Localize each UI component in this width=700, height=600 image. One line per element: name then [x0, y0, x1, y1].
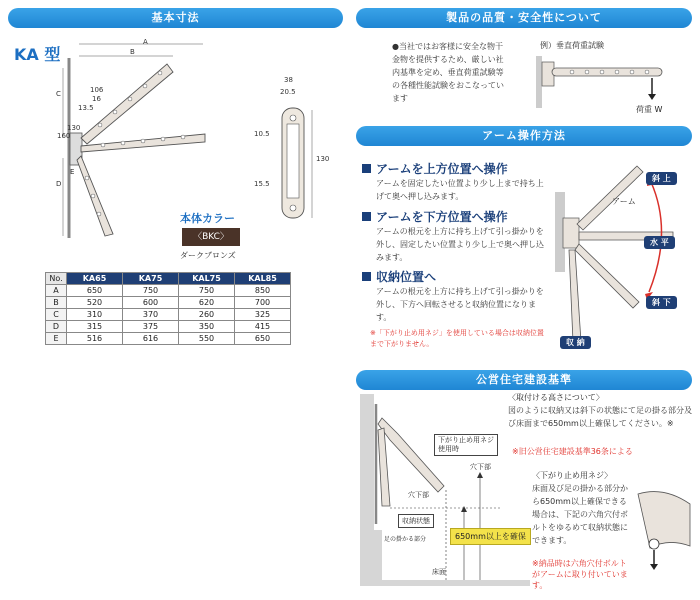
table-header: KAL75 — [179, 273, 235, 285]
public-header: 公営住宅建設基準 — [356, 370, 692, 390]
dim-c: C — [56, 90, 61, 98]
ka-bracket-diagram — [55, 38, 215, 238]
dim-15-5: 15.5 — [254, 180, 270, 188]
table-cell: A — [46, 285, 67, 297]
table-cell: 325 — [235, 309, 291, 321]
table-cell: 700 — [235, 297, 291, 309]
dim-b: B — [130, 48, 135, 56]
arm-item-2-label: アームを下方位置へ操作 — [376, 210, 508, 224]
table-row — [46, 333, 291, 345]
table-header: KAL85 — [235, 273, 291, 285]
arm-item-1-title — [362, 160, 508, 177]
floor-label: 床面 — [432, 568, 446, 576]
arm-header: アーム操作方法 — [356, 126, 692, 146]
table-cell: 616 — [123, 333, 179, 345]
table-cell: B — [46, 297, 67, 309]
stop-text: 床面及び足の掛かる部分から650mm以上確保できる場合は、下記の六角穴付ボルトをゆるめて収納状態にできます。 — [532, 484, 628, 545]
height-diagram — [360, 394, 530, 594]
dim-13-5: 13.5 — [78, 104, 94, 112]
secure-label: 650mm以上を確保 — [450, 528, 531, 545]
load-test-diagram — [532, 52, 672, 112]
store-label: 収納状態 — [398, 514, 434, 528]
square-bullet-icon — [362, 164, 371, 173]
table-cell: 650 — [235, 333, 291, 345]
table-header-row — [46, 273, 291, 285]
load-label: 荷重 W — [636, 105, 663, 114]
dimension-table — [45, 272, 291, 345]
foot-label: 足の掛かる部分 — [384, 536, 427, 543]
dim-d: D — [56, 180, 62, 188]
quality-text: ●当社ではお客様に安全な物干金物を提供するため、厳しい社内基準を定め、垂直荷重試験等の各種性能試験をおこなっています — [392, 42, 504, 103]
table-cell: 600 — [123, 297, 179, 309]
arm-item-2-title — [362, 208, 508, 225]
tag-up: 斜 上 — [646, 172, 677, 185]
table-cell: 520 — [67, 297, 123, 309]
table-row — [46, 285, 291, 297]
hex-bolt-diagram — [628, 486, 694, 578]
table-cell: 350 — [179, 321, 235, 333]
table-row — [46, 297, 291, 309]
dim-38: 38 — [284, 76, 293, 84]
table-row — [46, 309, 291, 321]
arm-item-1-label: アームを上方位置へ操作 — [376, 162, 508, 176]
label-arm: アーム — [612, 197, 636, 206]
dim-160: 160 — [57, 132, 71, 140]
color-swatch — [182, 228, 240, 246]
dim-e: E — [70, 168, 75, 176]
ka-side-view — [272, 80, 322, 230]
color-code: 〈BKC〉 — [193, 232, 229, 242]
tag-store: 収 納 — [560, 336, 591, 349]
table-cell: 260 — [179, 309, 235, 321]
tag-horizontal: 水 平 — [644, 236, 675, 249]
model-title: KA 型 — [14, 45, 61, 64]
screw-label: 下がり止め用ネジ使用時 — [434, 434, 498, 456]
stop-note: ※納品時は六角穴付ボルトがアームに取り付いています。 — [532, 559, 628, 590]
arm-note: ※「下がり止め用ネジ」を使用している場合は収納位置まで下がりません。 — [370, 329, 544, 348]
table-cell: 650 — [67, 285, 123, 297]
square-bullet-icon — [362, 272, 371, 281]
table-cell: 550 — [179, 333, 235, 345]
table-cell: 850 — [235, 285, 291, 297]
table-cell: 310 — [67, 309, 123, 321]
table-cell: 375 — [123, 321, 179, 333]
table-cell: D — [46, 321, 67, 333]
hole-label-2: 穴下部 — [408, 491, 429, 499]
dim-16: 16 — [92, 95, 101, 103]
arm-item-3-label: 収納位置へ — [376, 270, 437, 284]
table-cell: 750 — [179, 285, 235, 297]
arm-item-3-body: アームの根元を上方に持ち上げて引っ掛かりを外し、下方へ回転させると収納位置になります。 — [376, 287, 544, 322]
color-name: ダークブロンズ — [180, 251, 236, 260]
quality-example: 例）垂直荷重試験 — [540, 41, 604, 50]
table-row — [46, 321, 291, 333]
dim-a: A — [143, 38, 148, 46]
table-cell: 750 — [123, 285, 179, 297]
table-cell: 620 — [179, 297, 235, 309]
arm-item-1-body: アームを固定したい位置より少し上まで持ち上げて奥へ押し込みます。 — [376, 179, 544, 201]
dim-10-5: 10.5 — [254, 130, 270, 138]
dim-130-side: 130 — [316, 155, 330, 163]
table-cell: E — [46, 333, 67, 345]
height-title: 〈取付ける高さについて〉 — [508, 393, 604, 402]
table-cell: 370 — [123, 309, 179, 321]
height-text: 図のように収納又は斜下の状態にて足の掛る部分及び床面まで650mm以上確保してください。※ — [508, 406, 692, 428]
color-title: 本体カラー — [180, 212, 235, 225]
square-bullet-icon — [362, 212, 371, 221]
dim-106: 106 — [90, 86, 104, 94]
table-header: KA65 — [67, 273, 123, 285]
basic-dims-header: 基本寸法 — [8, 8, 343, 28]
table-cell: 516 — [67, 333, 123, 345]
table-header: KA75 — [123, 273, 179, 285]
table-cell: 415 — [235, 321, 291, 333]
table-header: No. — [46, 273, 67, 285]
dim-20-5: 20.5 — [280, 88, 296, 96]
table-cell: 315 — [67, 321, 123, 333]
dim-130: 130 — [67, 124, 81, 132]
hole-label-1: 穴下部 — [470, 463, 491, 471]
height-note: ※旧公営住宅建設基準36条による — [512, 447, 633, 456]
stop-title: 〈下がり止め用ネジ〉 — [532, 471, 613, 480]
table-cell: C — [46, 309, 67, 321]
tag-down: 斜 下 — [646, 296, 677, 309]
arm-item-3-title — [362, 268, 436, 285]
quality-header: 製品の品質・安全性について — [356, 8, 692, 28]
arm-item-2-body: アームの根元を上方に持ち上げて引っ掛かりを外し、固定したい位置より少し上で奥へ押し込みます。 — [376, 227, 544, 262]
